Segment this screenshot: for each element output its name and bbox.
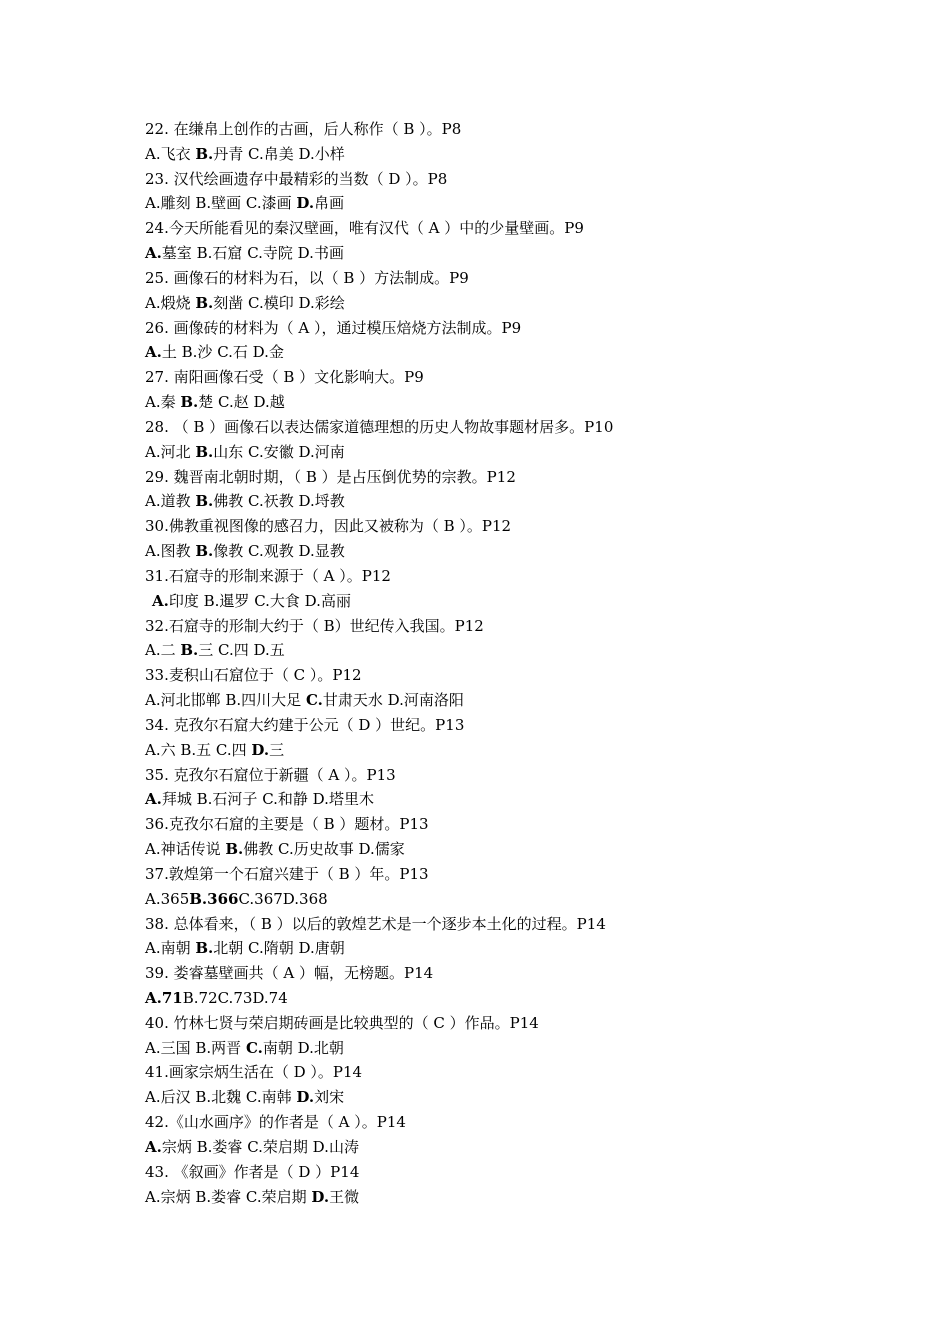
answer-options — [145, 340, 905, 365]
option-text: A.神话传说 — [145, 840, 226, 859]
option-text: A.二 — [145, 641, 181, 660]
question-text: 22. 在缣帛上创作的古画，后人称作（ B ）。P8 — [145, 120, 462, 138]
answer-options — [145, 638, 905, 663]
correct-option-letter: B. — [195, 442, 214, 461]
question-list — [145, 117, 905, 1209]
question-text: 28. （ B ）画像石以表达儒家道德理想的历史人物故事题材居多。P10 — [145, 417, 614, 436]
correct-option-letter: D. — [296, 194, 315, 213]
answer-options — [145, 489, 905, 514]
option-text: A.365 — [145, 889, 190, 908]
answer-options — [145, 1085, 905, 1110]
option-text: A.秦 — [145, 393, 181, 412]
correct-option-letter: B. — [195, 939, 214, 958]
option-text: 刘宋 — [314, 1088, 345, 1107]
answer-options — [145, 936, 905, 961]
correct-option-letter: D. — [296, 1088, 315, 1107]
option-text: 楚 C.赵 D.越 — [198, 393, 285, 412]
option-text: B.72C.73D.74 — [182, 988, 288, 1007]
option-text: A.图教 — [145, 542, 196, 561]
question-text: 26. 画像砖的材料为（ A ），通过模压焙烧方法制成。P9 — [145, 318, 522, 337]
correct-option-letter: A.71 — [145, 988, 183, 1007]
option-text: 北朝 C.隋朝 D.唐朝 — [213, 939, 345, 958]
question-text: 43. 《叙画》作者是（ D ）P14 — [145, 1162, 360, 1181]
option-text: A.煅烧 — [145, 293, 196, 312]
correct-option-letter: B. — [180, 641, 199, 660]
answer-options — [145, 241, 905, 266]
answer-options — [145, 986, 905, 1011]
answer-options — [145, 887, 905, 912]
option-text: 帛画 — [314, 194, 345, 213]
option-text: 印度 B.暹罗 C.大食 D.高丽 — [168, 591, 351, 610]
option-text: 土 B.沙 C.石 D.金 — [161, 343, 284, 362]
correct-option-letter: D. — [311, 1187, 330, 1206]
option-text: 王微 — [329, 1187, 360, 1206]
option-text: A.后汉 B.北魏 C.南韩 — [145, 1088, 297, 1107]
answer-options — [145, 440, 905, 465]
answer-options — [145, 1185, 905, 1210]
correct-option-letter: C. — [245, 1038, 263, 1057]
question-text: 24.今天所能看见的秦汉壁画，唯有汉代（ A ）中的少量壁画。P9 — [145, 219, 584, 238]
answer-options — [145, 787, 905, 812]
option-text: A.宗炳 B.娄睿 C.荣启期 — [145, 1187, 312, 1206]
option-text: A.飞衣 — [145, 144, 196, 163]
option-text: A.河北 — [145, 442, 196, 461]
question-text: 30.佛教重视图像的感召力，因此又被称为（ B ）。P12 — [145, 517, 512, 536]
option-text: 像教 C.观教 D.显教 — [213, 542, 345, 561]
option-text: 南朝 D.北朝 — [262, 1038, 344, 1057]
correct-option-letter: D. — [251, 740, 270, 759]
option-text: 宗炳 B.娄睿 C.荣启期 D.山涛 — [161, 1137, 359, 1156]
option-text: 佛教 C.祆教 D.埒教 — [213, 492, 345, 511]
answer-options — [145, 1135, 905, 1160]
answer-options — [145, 738, 905, 763]
correct-option-letter: A. — [145, 790, 162, 809]
question-text: 35. 克孜尔石窟位于新疆（ A ）。P13 — [145, 765, 396, 784]
question-text: 37.敦煌第一个石窟兴建于（ B ）年。P13 — [145, 864, 429, 883]
answer-options — [145, 1036, 905, 1061]
question-text: 29. 魏晋南北朝时期，（ B ）是占压倒优势的宗教。P12 — [145, 467, 516, 486]
answer-options — [145, 837, 905, 862]
option-text: 丹青 C.帛美 D.小样 — [213, 144, 345, 163]
correct-option-letter: C. — [305, 691, 323, 710]
correct-option-letter: B. — [195, 144, 214, 163]
correct-option-letter: B. — [195, 492, 214, 511]
option-text: 刻凿 C.模印 D.彩绘 — [213, 293, 345, 312]
question-text: 34. 克孜尔石窟大约建于公元（ D ）世纪。P13 — [145, 715, 465, 734]
correct-option-letter: A. — [152, 591, 169, 610]
correct-option-letter: B.366 — [189, 889, 239, 908]
correct-option-letter: A. — [145, 1137, 162, 1156]
option-text: 甘肃天水 D.河南洛阳 — [322, 691, 464, 710]
answer-options — [145, 589, 905, 614]
answer-options — [145, 688, 905, 713]
option-text: 墓室 B.石窟 C.寺院 D.书画 — [161, 244, 344, 263]
question-text: 41.画家宗炳生活在（ D ）。P14 — [145, 1063, 363, 1082]
correct-option-letter: B. — [195, 293, 214, 312]
question-text: 36.克孜尔石窟的主要是（ B ）题材。P13 — [145, 815, 429, 834]
correct-option-letter: A. — [145, 244, 162, 263]
question-text: 39. 娄睿墓壁画共（ A ）幅，无榜题。P14 — [145, 964, 434, 983]
question-text: 42.《山水画序》的作者是（ A ）。P14 — [145, 1113, 406, 1132]
answer-options — [145, 191, 905, 216]
option-text: A.雕刻 B.壁画 C.漆画 — [145, 194, 297, 213]
question-text: 38. 总体看来，（ B ）以后的敦煌艺术是一个逐步本土化的过程。P14 — [145, 914, 606, 933]
correct-option-letter: B. — [180, 393, 199, 412]
correct-option-letter: B. — [195, 542, 214, 561]
question-text: 31.石窟寺的形制来源于（ A ）。P12 — [145, 566, 391, 585]
answer-options — [145, 539, 905, 564]
option-text: 三 — [269, 740, 285, 759]
correct-option-letter: A. — [145, 343, 162, 362]
option-text: A.三国 B.两晋 — [145, 1038, 246, 1057]
option-text: 三 C.四 D.五 — [198, 641, 285, 660]
answer-options — [145, 390, 905, 415]
option-text: A.河北邯郸 B.四川大足 — [145, 691, 306, 710]
question-text: 25. 画像石的材料为石，以（ B ）方法制成。P9 — [145, 268, 469, 287]
option-text: A.南朝 — [145, 939, 196, 958]
answer-options — [145, 142, 905, 167]
question-text: 32.石窟寺的形制大约于（ B）世纪传入我国。P12 — [145, 616, 484, 635]
option-text: C.367D.368 — [238, 889, 328, 908]
option-text: 佛教 C.历史故事 D.儒家 — [243, 840, 405, 859]
question-text: 27. 南阳画像石受（ B ）文化影响大。P9 — [145, 368, 424, 387]
answer-options — [145, 291, 905, 316]
question-text: 23. 汉代绘画遗存中最精彩的当数（ D ）。P8 — [145, 169, 448, 188]
option-text: 山东 C.安徽 D.河南 — [213, 442, 345, 461]
option-text: A.六 B.五 C.四 — [145, 740, 252, 759]
question-text: 33.麦积山石窟位于（ C ）。P12 — [145, 666, 362, 685]
question-text: 40. 竹林七贤与荣启期砖画是比较典型的（ C ）作品。P14 — [145, 1013, 539, 1032]
option-text: 拜城 B.石河子 C.和静 D.塔里木 — [161, 790, 374, 809]
option-text: A.道教 — [145, 492, 196, 511]
correct-option-letter: B. — [225, 840, 244, 859]
